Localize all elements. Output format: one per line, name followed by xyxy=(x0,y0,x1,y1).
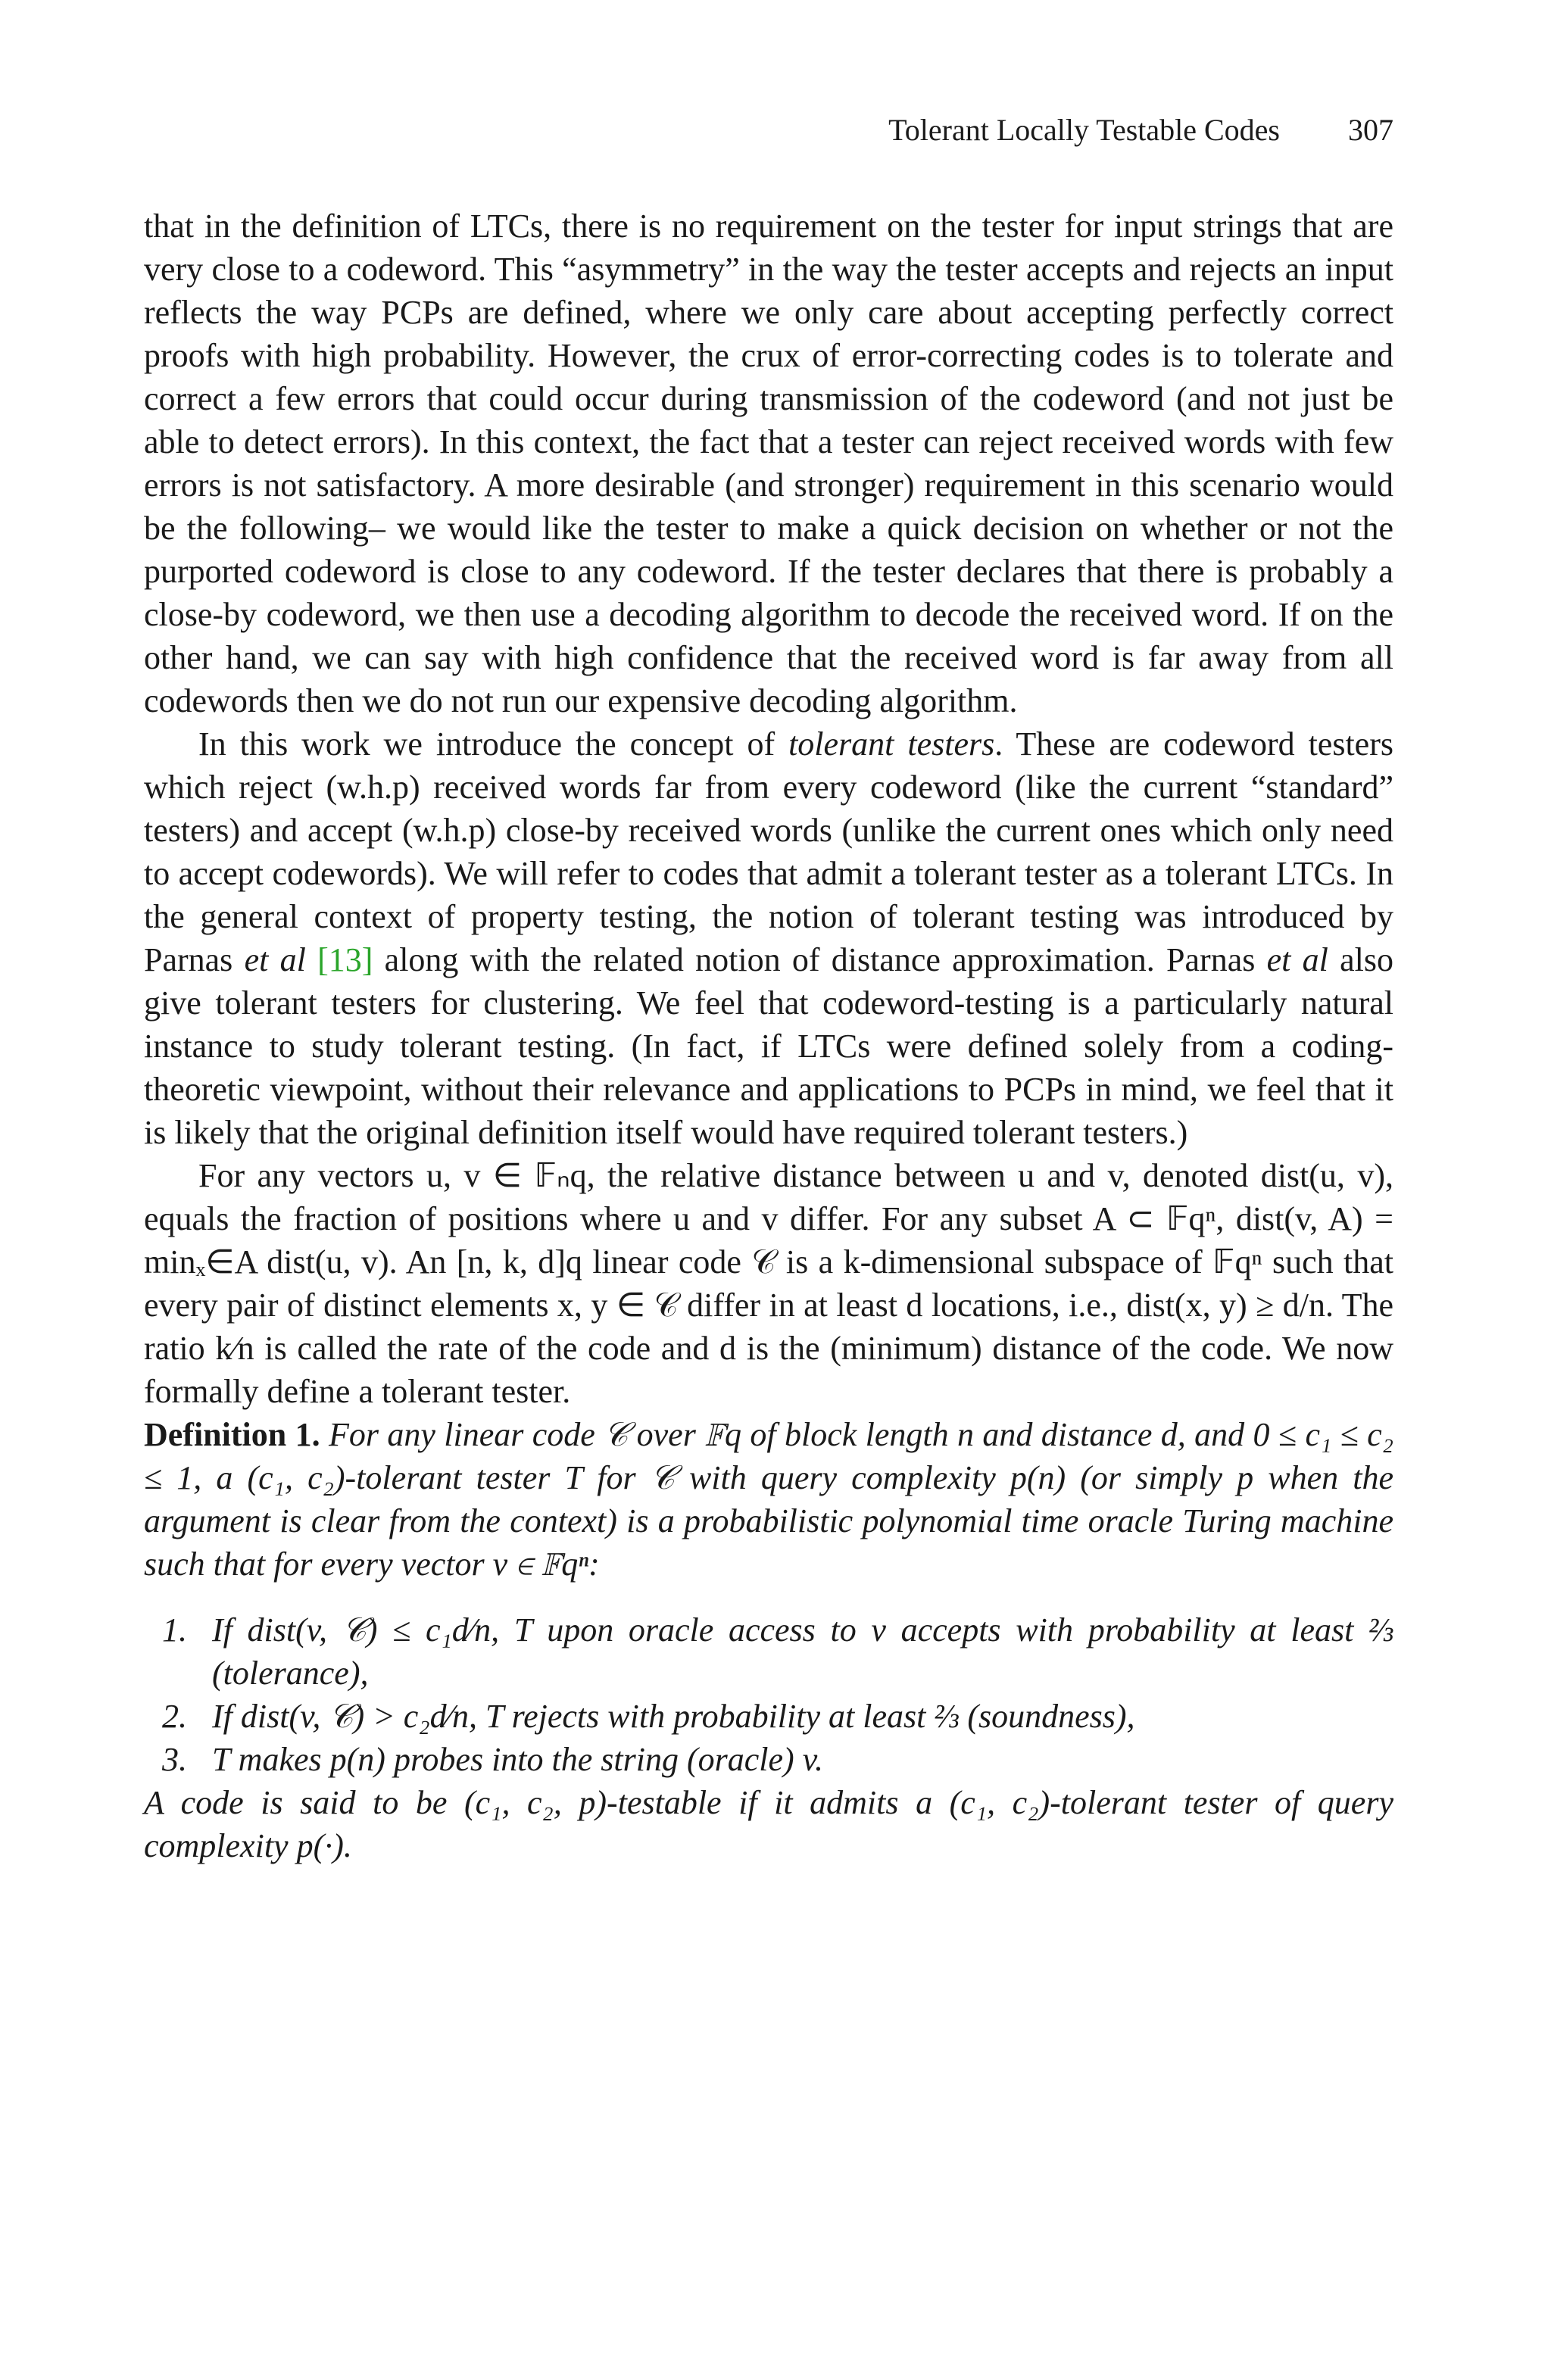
condition-number: 2. xyxy=(162,1698,187,1735)
definition-condition xyxy=(144,1695,1393,1738)
paragraph-2-text: In this work we introduce the concept of xyxy=(198,725,789,763)
paragraph-3: For any vectors u, v ∈ 𝔽ₙq, the relative distance between u and v, denoted dist(u, v), equals the fraction of positions where u and v differ. For any subset A ⊂ 𝔽qⁿ, dist(v, A) = minₓ∈A dist(u, v). An [n, k, d]q linear code 𝒞 is a k-dimensional subspace of 𝔽qⁿ such that every pair of distinct elements x, y ∈ 𝒞 differ in at least d locations, i.e., dist(x, y) ≥ d/n. The ratio k⁄n is called the rate of the code and d is the (minimum) distance of the code. We now formally define a tolerant tester. xyxy=(144,1157,1393,1410)
condition-number: 1. xyxy=(162,1611,187,1649)
condition-text: If dist(v, 𝒞) ≤ c₁d⁄n, T upon oracle access to v accepts with probability at least ⅔ (tolerance), xyxy=(212,1611,1393,1692)
definition-1 xyxy=(144,1413,1393,1586)
et-al: et al xyxy=(244,941,306,978)
condition-text: T makes p(n) probes into the string (oracle) v. xyxy=(212,1741,823,1778)
definition-conditions xyxy=(144,1608,1393,1781)
et-al: et al xyxy=(1266,941,1328,978)
paragraph-2 xyxy=(144,722,1393,1154)
page-number: 307 xyxy=(1348,113,1393,147)
running-title: Tolerant Locally Testable Codes xyxy=(888,113,1280,147)
condition-text: If dist(v, 𝒞) > c₂d⁄n, T rejects with probability at least ⅔ (soundness), xyxy=(212,1698,1135,1735)
citation-link[interactable]: [13] xyxy=(317,941,373,978)
paragraph-2-text: also give tolerant testers for clustering. We feel that codeword-testing is a particularly natural instance to study tolerant testing. (In fact, if LTCs were defined solely from a coding-theoretic viewpoint, without their relevance and applications to PCPs in mind, we feel that it is likely that the original definition itself would have required tolerant testers.) xyxy=(144,941,1393,1151)
paragraph-2-text: along with the related notion of distance approximation. Parnas xyxy=(373,941,1267,978)
term-tolerant-testers: tolerant testers xyxy=(788,725,995,763)
running-header xyxy=(144,112,1393,158)
definition-condition xyxy=(144,1738,1393,1781)
paragraph-1: that in the definition of LTCs, there is no requirement on the tester for input strings that are very close to a codeword. This “asymmetry” in the way the tester accepts and rejects an input reflects the way PCPs are defined, where we only care about accepting perfectly correct proofs with high probability. However, the crux of error-correcting codes is to tolerate and correct a few errors that could occur during transmission of the codeword (and not just be able to detect errors). In this context, the fact that a tester can reject received words with few errors is not satisfactory. A more desirable (and stronger) requirement in this scenario would be the following– we would like the tester to make a quick decision on whether or not the purported codeword is close to any codeword. If the tester declares that there is probably a close-by codeword, we then use a decoding algorithm to decode the received word. If on the other hand, we can say with high confidence that the received word is far away from all codewords then we do not run our expensive decoding algorithm. xyxy=(144,207,1393,719)
body-text xyxy=(144,204,1393,1867)
definition-condition xyxy=(144,1608,1393,1695)
definition-label: Definition 1. xyxy=(144,1416,320,1453)
definition-text: For any linear code 𝒞 over 𝔽q of block length n and distance d, and 0 ≤ c₁ ≤ c₂ ≤ 1, a (c₁, c₂)-tolerant tester T for 𝒞 with query complexity p(n) (or simply p when the argument is clear from the context) is a probabilistic polynomial time oracle Turing machine such that for every vector v ∈ 𝔽qⁿ: xyxy=(144,1416,1394,1583)
testable-code-statement: A code is said to be (c₁, c₂, p)-testable if it admits a (c₁, c₂)-tolerant tester of query complexity p(·). xyxy=(144,1784,1393,1864)
paragraph-2-text: . These are codeword testers which reject (w.h.p) received words far from every codeword (like the current “standard” testers) and accept (w.h.p) close-by received words (unlike the current ones which only need to accept codewords). We will refer to codes that admit a tolerant tester as a tolerant LTCs. In the general context of property testing, the notion of tolerant testing was introduced by Parnas xyxy=(144,725,1393,978)
condition-number: 3. xyxy=(162,1741,187,1778)
